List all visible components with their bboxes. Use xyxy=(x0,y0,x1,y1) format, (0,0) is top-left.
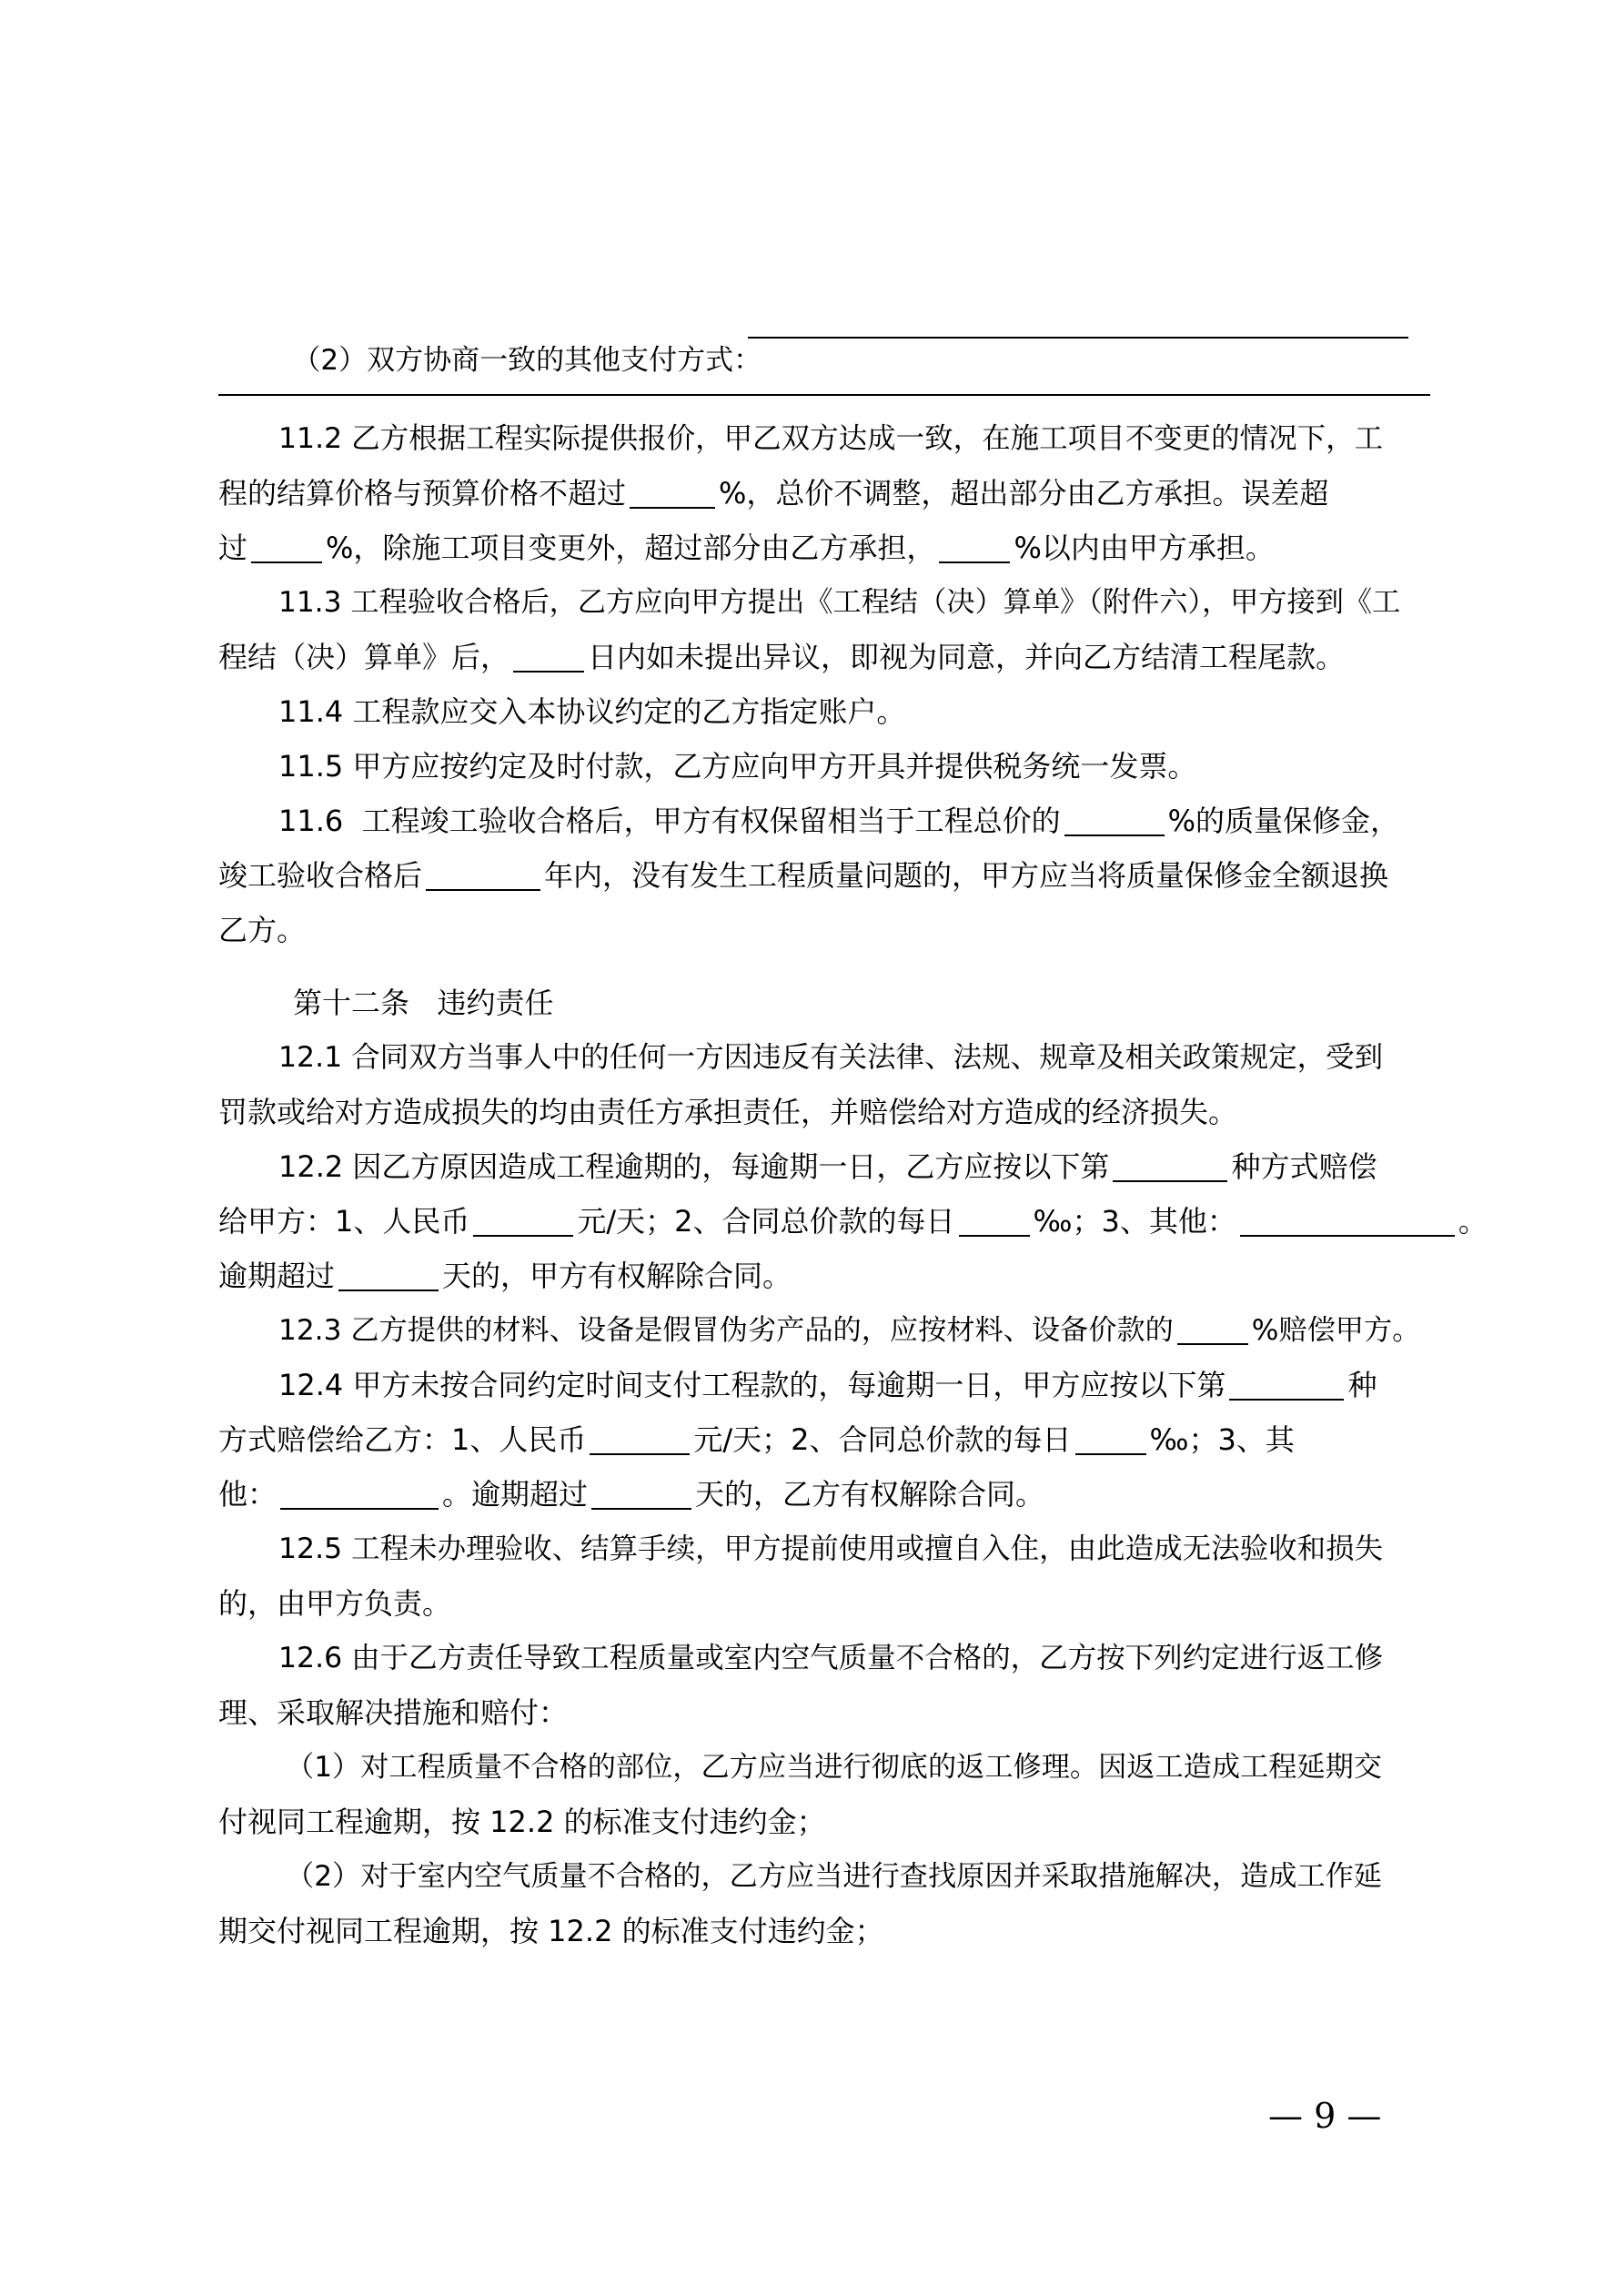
clause-11-4: 11.4 工程款应交入本协议约定的乙方指定账户。 xyxy=(278,694,906,729)
clause-12-6-line1: 12.6 由于乙方责任导致工程质量或室内空气质量不合格的，乙方按下列约定进行返工修 xyxy=(278,1642,1384,1674)
article-12-heading: 第十二条 违约责任 xyxy=(293,986,554,1020)
clause-11-2-line2: 程的结算价格与预算价格不超过 %，总价不调整，超出部分由乙方承担。误差超 xyxy=(218,476,1329,511)
clause-12-1-line1: 12.1 合同双方当事人中的任何一方因违反有关法律、法规、规章及相关政策规定，受到 xyxy=(278,1041,1384,1074)
clause-11-6-line1: 11.6 工程竣工验收合格后，甲方有权保留相当于工程总价的 %的质量保修金， xyxy=(278,804,1400,838)
clause-12-3: 12.3 乙方提供的材料、设备是假冒伪劣产品的，应按材料、设备价款的 %赔偿甲方。 xyxy=(278,1314,1421,1347)
clause-12-1-line2: 罚款或给对方造成损失的均由责任方承担责任，并赔偿给对方造成的经济损失。 xyxy=(218,1095,1238,1129)
clause-12-6-item2-line1: （2）对于室内空气质量不合格的，乙方应当进行查找原因并采取措施解决，造成工作延 xyxy=(286,1860,1382,1893)
clause-12-6-item2-line2: 期交付视同工程逾期，按 12.2 的标准支付违约金； xyxy=(218,1914,884,1948)
blank-underline xyxy=(590,1424,690,1455)
clause-12-2-line2: 给甲方：1、人民币 元/天；2、合同总价款的每日 ‰；3、其他： 。 xyxy=(218,1204,1488,1239)
blank-underline xyxy=(1075,1424,1146,1455)
blank-underline xyxy=(959,1206,1030,1237)
blank-underline xyxy=(338,1260,439,1291)
clause-12-5-line2: 的，由甲方负责。 xyxy=(218,1586,452,1621)
blank-underline xyxy=(280,1479,439,1510)
blank-underline xyxy=(748,337,1408,339)
clause-12-4-line2: 方式赔偿给乙方：1、人民币 元/天；2、合同总价款的每日 ‰；3、其 xyxy=(218,1422,1295,1457)
blank-underline-full xyxy=(218,394,1430,396)
clause-12-4-line1: 12.4 甲方未按合同约定时间支付工程款的，每逾期一日，甲方应按以下第 种 xyxy=(278,1368,1377,1402)
clause-11-5: 11.5 甲方应按约定及时付款，乙方应向甲方开具并提供税务统一发票。 xyxy=(278,749,1197,784)
blank-underline xyxy=(1113,1151,1227,1182)
blank-underline xyxy=(939,532,1010,563)
payment-other-method-line: （2）双方协商一致的其他支付方式： xyxy=(292,344,762,377)
clause-11-2-line1: 11.2 乙方根据工程实际提供报价，甲乙双方达成一致，在施工项目不变更的情况下，工 xyxy=(278,422,1384,455)
clause-11-3-line1: 11.3 工程验收合格后，乙方应向甲方提出《工程结（决）算单》（附件六），甲方接到《工 xyxy=(278,586,1401,619)
blank-underline xyxy=(1064,805,1165,836)
clause-11-6-line2: 竣工验收合格后 年内，没有发生工程质量问题的，甲方应当将质量保修金全额退换 xyxy=(218,858,1389,893)
clause-11-6-line3: 乙方。 xyxy=(218,913,307,947)
blank-underline xyxy=(513,642,584,673)
page-number: — 9 — xyxy=(1268,2096,1382,2136)
blank-underline xyxy=(251,532,322,563)
clause-12-6-line2: 理、采取解决措施和赔付： xyxy=(218,1695,569,1730)
blank-underline xyxy=(473,1206,573,1237)
clause-11-3-line2: 程结（决）算单》后， 日内如未提出异议，即视为同意，并向乙方结清工程尾款。 xyxy=(218,640,1346,674)
blank-underline xyxy=(1229,1370,1344,1401)
blank-underline xyxy=(630,478,715,509)
blank-underline xyxy=(1177,1314,1248,1345)
clause-12-4-line3: 他： 。逾期超过 天的，乙方有权解除合同。 xyxy=(218,1477,1045,1512)
blank-underline xyxy=(426,860,540,891)
blank-underline xyxy=(1240,1206,1455,1237)
clause-11-2-line3: 过 %，除施工项目变更外，超过部分由乙方承担， %以内由甲方承担。 xyxy=(218,531,1275,565)
clause-12-5-line1: 12.5 工程未办理验收、结算手续，甲方提前使用或擅自入住，由此造成无法验收和损失 xyxy=(278,1532,1384,1565)
clause-12-2-line3: 逾期超过 天的，甲方有权解除合同。 xyxy=(218,1259,792,1293)
blank-underline xyxy=(591,1479,691,1510)
clause-12-2-line1: 12.2 因乙方原因造成工程逾期的，每逾期一日，乙方应按以下第 种方式赔偿 xyxy=(278,1149,1377,1184)
clause-12-6-item1-line1: （1）对工程质量不合格的部位，乙方应当进行彻底的返工修理。因返工造成工程延期交 xyxy=(286,1751,1382,1784)
clause-12-6-item1-line2: 付视同工程逾期，按 12.2 的标准支付违约金； xyxy=(218,1805,826,1839)
